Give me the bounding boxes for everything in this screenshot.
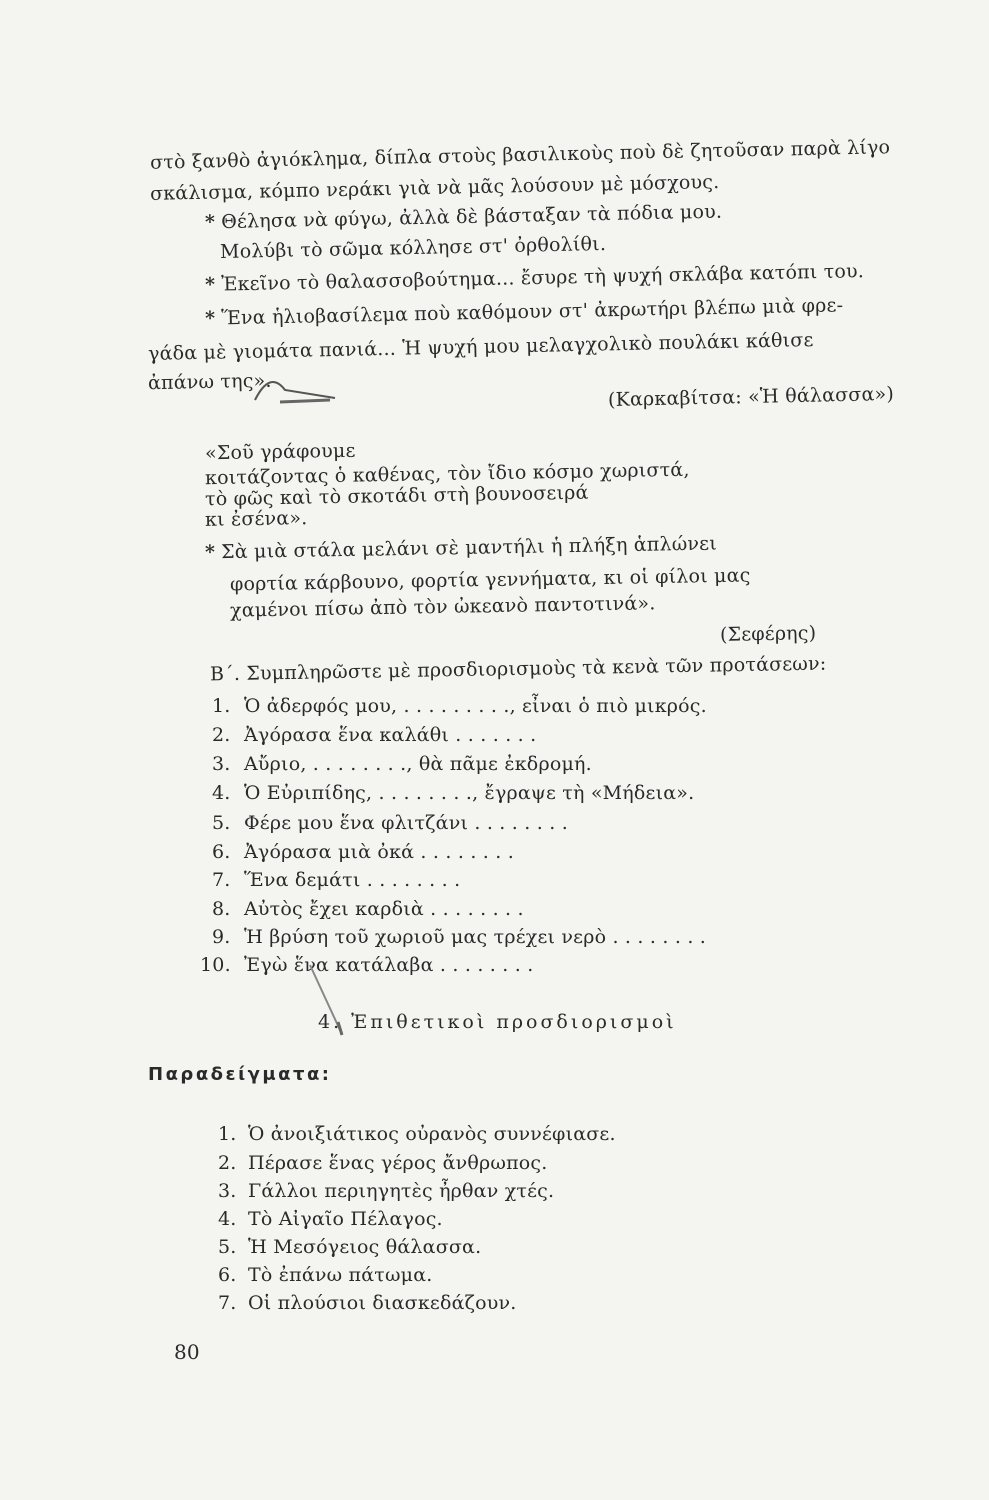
asterisk-icon: *: [204, 541, 216, 564]
asterisk-icon: *: [204, 211, 216, 234]
exercise-b-item: [212, 925, 706, 949]
item-text: Τὸ ἐπάνω πάτωμα.: [248, 1264, 433, 1286]
item-number: 1.: [212, 695, 231, 717]
item-number: 6.: [212, 841, 231, 863]
pencil-stroke-icon: [300, 960, 360, 1040]
poem-1-line-2: σκάλισμα, κόμπο νεράκι γιὰ νὰ μᾶς λούσουν μὲ μόσχους.: [149, 171, 720, 205]
item-text: Ἡ Μεσόγειος θάλασσα.: [248, 1236, 482, 1258]
item-text: Πέρασε ἕνας γέρος ἄνθρωπος.: [248, 1152, 548, 1174]
poem-1-line-1: στὸ ξανθὸ ἀγιόκλημα, δίπλα στοὺς βασιλικοὺς ποὺ δὲ ζητοῦσαν παρὰ λίγο: [149, 136, 891, 174]
poem-1-line-7: γάδα μὲ γιομάτα πανιά... Ἡ ψυχή μου μελαγχολικὸ πουλάκι κάθισε: [147, 329, 814, 365]
section-4-heading: 4. Ἐπιθετικοὶ προσδιορισμοὶ: [318, 1011, 677, 1033]
item-number: 5.: [218, 1236, 237, 1258]
examples-label: Παραδείγματα:: [148, 1064, 332, 1085]
exercise-b-item: [200, 953, 533, 977]
item-text: Αὐτὸς ἔχει καρδιὰ . . . . . . . .: [244, 898, 524, 920]
item-text: Τὸ Αἰγαῖο Πέλαγος.: [248, 1208, 443, 1230]
asterisk-icon: *: [204, 307, 216, 330]
item-number: 9.: [212, 926, 231, 948]
poem-1-line-8: ἀπάνω της».: [147, 369, 272, 395]
poem-1-line-3: [205, 200, 723, 235]
exercise-b-item: [212, 781, 694, 805]
item-number: 8.: [212, 898, 231, 920]
exercise-b-item: [212, 897, 524, 921]
poem-2-line-4: κι ἐσένα».: [204, 507, 308, 531]
item-number: 5.: [212, 812, 231, 834]
poem-1-line-4: Μολύβι τὸ σῶμα κόλλησε στ' ὀρθολίθι.: [219, 232, 607, 264]
poem-1-line-3-text: Θέλησα νὰ φύγω, ἀλλὰ δὲ βάσταξαν τὰ πόδια μου.: [220, 200, 723, 234]
item-text: Ὁ ἀνοιξιάτικος οὐρανὸς συννέφιασε.: [248, 1123, 616, 1145]
item-text: Αὔριο, . . . . . . . ., θὰ πᾶμε ἐκδρομή.: [244, 753, 592, 775]
poem-1-line-5: [205, 259, 864, 297]
page-number: 80: [174, 1340, 200, 1364]
exercise-b-item: [212, 868, 460, 892]
exercise-b-item: [212, 840, 514, 864]
asterisk-icon: *: [204, 273, 216, 296]
item-number: 4.: [218, 1208, 237, 1230]
exercise-b-item: [212, 752, 592, 776]
poem-2-line-5: [205, 532, 717, 565]
poem-2-source: (Σεφέρης): [719, 622, 817, 646]
example-item: [218, 1207, 443, 1231]
poem-2-line-5-text: Σὰ μιὰ στάλα μελάνι σὲ μαντήλι ἡ πλήξη ἁπλώνει: [220, 532, 718, 564]
poem-1-line-6: [205, 293, 844, 330]
item-number: 3.: [212, 753, 231, 775]
item-number: 1.: [218, 1123, 237, 1145]
item-number: 2.: [218, 1152, 237, 1174]
item-text: Φέρε μου ἕνα φλιτζάνι . . . . . . . .: [244, 812, 568, 834]
exercise-b-item: [212, 694, 707, 718]
example-item: [218, 1179, 554, 1203]
poem-1-line-5-text: Ἐκεῖνο τὸ θαλασσοβούτημα... ἔσυρε τὴ ψυχή σκλάβα κατόπι του.: [220, 260, 865, 296]
item-text: Ὁ ἀδερφός μου, . . . . . . . . ., εἶναι ὁ πιὸ μικρός.: [244, 695, 707, 717]
example-item: [218, 1151, 548, 1175]
poem-2-line-6: φορτία κάρβουνο, φορτία γεννήματα, κι οἱ φίλοι μας: [229, 564, 751, 596]
item-number: 7.: [218, 1292, 237, 1314]
item-text: Ἡ βρύση τοῦ χωριοῦ μας τρέχει νερὸ . . . . . . . .: [244, 926, 707, 948]
item-number: 4.: [212, 782, 231, 804]
example-item: [218, 1263, 433, 1287]
item-text: Ἀγόρασα μιὰ ὀκά . . . . . . . .: [244, 841, 515, 863]
item-text: Ἕνα δεμάτι . . . . . . . .: [244, 869, 461, 891]
item-number: 10.: [200, 954, 231, 976]
poem-1-line-6-text: Ἕνα ἡλιοβασίλεμα ποὺ καθόμουν στ' ἀκρωτήρι βλέπω μιὰ φρε-: [220, 294, 844, 330]
poem-2-line-7: χαμένοι πίσω ἀπὸ τὸν ὠκεανὸ παντοτινά».: [229, 592, 656, 622]
exercise-b-item: [212, 723, 536, 747]
item-number: 6.: [218, 1264, 237, 1286]
poem-1-source: (Καρκαβίτσα: «Ἡ θάλασσα»): [607, 383, 895, 411]
example-item: [218, 1122, 616, 1146]
item-text: Ἐγὼ ἕνα κατάλαβα . . . . . . . .: [244, 954, 534, 976]
exercise-b-item: [212, 811, 568, 835]
item-text: Ὁ Εὐριπίδης, . . . . . . . ., ἔγραψε τὴ «Μήδεια».: [244, 782, 695, 804]
item-text: Ἀγόρασα ἕνα καλάθι . . . . . . .: [244, 724, 537, 746]
item-text: Γάλλοι περιηγητὲς ἦρθαν χτές.: [248, 1180, 555, 1202]
example-item: [218, 1235, 481, 1259]
poem-2-line-3: τὸ φῶς καὶ τὸ σκοτάδι στὴ βουνοσειρά: [204, 481, 589, 511]
exercise-b-title: Β΄. Συμπληρῶστε μὲ προσδιορισμοὺς τὰ κενὰ τῶν προτάσεων:: [209, 652, 827, 686]
poem-2-line-1: «Σοῦ γράφουμε: [204, 439, 356, 465]
item-text: Οἱ πλούσιοι διασκεδάζουν.: [248, 1292, 517, 1314]
pencil-mark-icon: [250, 360, 340, 410]
item-number: 3.: [218, 1180, 237, 1202]
poem-2-line-2: κοιτάζοντας ὁ καθένας, τὸν ἴδιο κόσμο χωριστά,: [204, 458, 690, 490]
example-item: [218, 1291, 517, 1315]
item-number: 2.: [212, 724, 231, 746]
item-number: 7.: [212, 869, 231, 891]
